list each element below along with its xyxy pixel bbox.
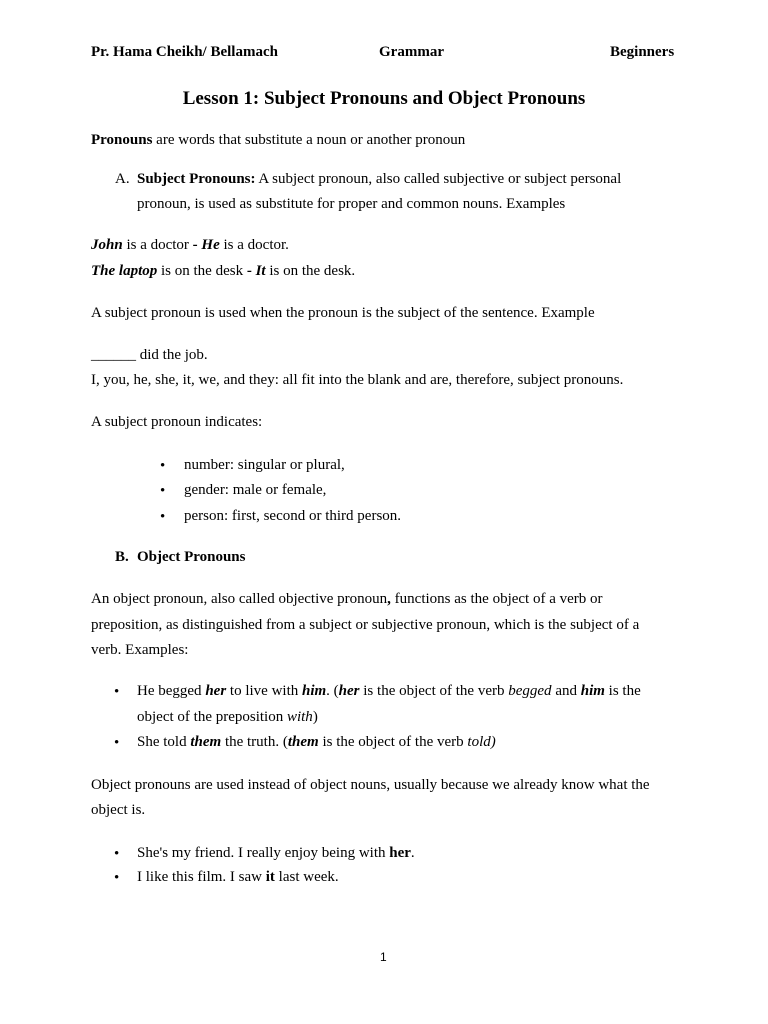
object-example-1-line2: object of the preposition with) <box>137 709 318 725</box>
page-title: Lesson 1: Subject Pronouns and Object Pronouns <box>182 88 586 109</box>
blank-sentence: ______ did the job. <box>91 347 208 363</box>
indicates-item-person: person: first, second or third person. <box>184 508 402 524</box>
subject-use-paragraph: A subject pronoun is used when the pronoun is the subject of the sentence. Example <box>91 305 595 321</box>
page-number: 1 <box>380 950 387 964</box>
object-def-line2: preposition, as distinguished from a subject or subjective pronoun, which is the subject of a <box>91 617 640 633</box>
object-use-line2: object is. <box>91 802 146 818</box>
object-def-line3: verb. Examples: <box>91 642 189 658</box>
bullet-icon: • <box>160 458 166 474</box>
object-example-1-line1: He begged her to live with him. (her is the object of the verb begged and him is the <box>137 683 641 699</box>
final-example-2: I like this film. I saw it last week. <box>137 869 339 885</box>
intro-paragraph: Pronouns are words that substitute a noun or another pronoun <box>91 132 466 148</box>
object-example-2: She told them the truth. (them is the object of the verb told) <box>137 734 496 750</box>
final-example-1: She's my friend. I really enjoy being with her. <box>137 845 415 861</box>
header-level: Beginners <box>610 44 675 60</box>
bullet-icon: • <box>114 684 120 700</box>
indicates-item-gender: gender: male or female, <box>184 482 327 498</box>
header-author: Pr. Hama Cheikh/ Bellamach <box>91 44 278 60</box>
indicates-item-number: number: singular or plural, <box>184 457 345 473</box>
header-subject: Grammar <box>379 44 444 60</box>
bullet-icon: • <box>114 870 120 886</box>
blank-explanation: I, you, he, she, it, we, and they: all fit into the blank and are, therefore, subject pronouns. <box>91 372 624 388</box>
object-use-line1: Object pronouns are used instead of object nouns, usually because we already know what the <box>91 777 650 793</box>
bullet-icon: • <box>160 483 166 499</box>
example-a-1: John is a doctor - He is a doctor. <box>91 237 289 253</box>
section-b-heading: Object Pronouns <box>137 549 246 565</box>
example-a-2: The laptop is on the desk - It is on the desk. <box>91 263 356 279</box>
bullet-icon: • <box>114 846 120 862</box>
section-a-heading: Subject Pronouns: <box>137 171 256 187</box>
indicates-lead: A subject pronoun indicates: <box>91 414 263 430</box>
section-a-line2: pronoun, is used as substitute for proper and common nouns. Examples <box>137 196 566 212</box>
bullet-icon: • <box>114 735 120 751</box>
section-b-marker: B. <box>115 549 129 565</box>
section-a-marker: A. <box>115 171 130 187</box>
section-a-line1: Subject Pronouns: A subject pronoun, also called subjective or subject personal <box>137 171 622 187</box>
intro-term: Pronouns <box>91 132 153 148</box>
object-def-line1: An object pronoun, also called objective pronoun, functions as the object of a verb or <box>91 591 603 607</box>
bullet-icon: • <box>160 509 166 525</box>
